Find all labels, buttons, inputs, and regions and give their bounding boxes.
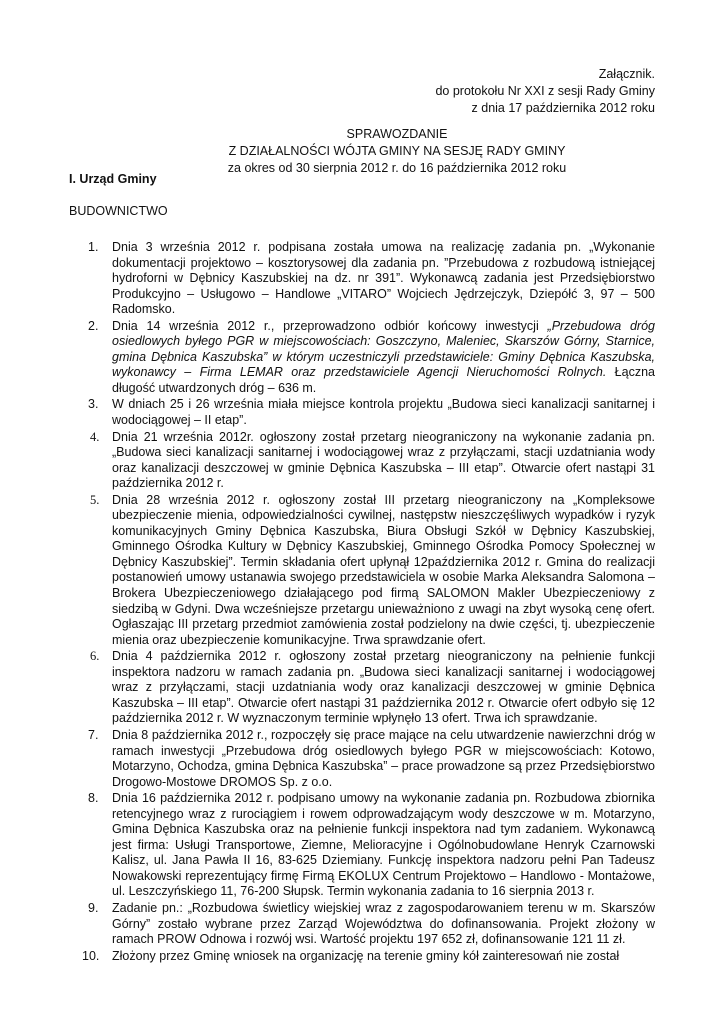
- item-number: 2.: [88, 318, 99, 333]
- item-text: Złożony przez Gminę wniosek na organizację na terenie gminy kół zainteresowań nie został: [112, 948, 620, 963]
- report-title-line-3: za okres od 30 sierpnia 2012 r. do 16 października 2012 roku: [227, 161, 567, 175]
- list-item: [0, 949, 724, 965]
- subsection-title: BUDOWNICTWO: [69, 204, 168, 218]
- item-number: 9.: [88, 900, 99, 915]
- report-title: [0, 126, 724, 177]
- list-item: [0, 240, 724, 318]
- attachment-line-3: z dnia 17 października 2012 roku: [471, 101, 655, 115]
- item-number: 1.: [88, 240, 99, 254]
- list-item: [0, 319, 724, 397]
- list-item: [0, 791, 724, 900]
- item-text-italic: „Przebudowa dróg osiedlowych byłego PGR w miejscowościach: Goszczyno, Maleniec, Skarszów Górny, Starnice, gmina Dębnica Kaszubska” w którym uczestniczyli przedstawiciele: Gminy Dębnica Kaszubska, wykonawcy – Firma LEMAR oraz przedstawiciele Agencji Nieruchomości Rolnych.: [112, 318, 655, 380]
- attachment-line-2: do protokołu Nr XXI z sesji Rady Gminy: [435, 84, 655, 98]
- item-text: Dnia 21 września 2012r. ogłoszony został przetarg nieograniczony na wykonanie zadania pn. „Budowa sieci kanalizacji sanitarnej i wodociągowej wraz z przyłączami, stacji uzdatniania wody oraz kanalizacji deszczowej w gminie Dębnica Kaszubska – III etap”. Otwarcie ofert nastąpi 31 października 2012 r.: [112, 429, 655, 491]
- attachment-note: [435, 66, 655, 117]
- report-title-line-1: SPRAWOZDANIE: [346, 127, 448, 141]
- section-title: I. Urząd Gminy: [69, 172, 157, 186]
- item-text: Dnia 28 września 2012 r. ogłoszony został III przetarg nieograniczony na „Kompleksowe ubezpieczenie mienia, odpowiedzialności cywilnej, następstw nieszczęśliwych wypadków i ryzyk komunikacyjnych Gminy Dębnica Kaszubska, Biura Obsługi Szkół w Dębnicy Kaszubskiej, Gminnego Ośrodka Kultury w Dębnicy Kaszubskiej, Gminnego Ośrodka Pomocy Społecznej w Dębnicy Kaszubskiej”. Termin składania ofert upłynął 12października 2012 r. Gmina do realizacji postanowień umowy ustanawia swojego przedstawiciela w osobie Marka Aleksandra Salomona – Brokera Ubezpieczeniowego działającego pod firmą SALOMON Makler Ubezpieczeniowy z siedzibą w Gdyni. Dwa wcześniejsze przetargu unieważniono z uwagi na zbyt wysoką cenę ofert. Ogłaszając III przetarg przedmiot zamówienia został podzielony na dwie części, tj. ubezpieczenie mienia oraz ubezpieczenie komunikacyjne. Trwa sprawdzanie ofert.: [112, 492, 655, 647]
- item-number: 7.: [88, 727, 99, 742]
- item-text: W dniach 25 i 26 września miała miejsce kontrola projektu „Budowa sieci kanalizacji sanitarnej i wodociągowej – II etap”.: [112, 397, 655, 428]
- item-number: 6.: [90, 649, 100, 664]
- item-text: Zadanie pn.: „Rozbudowa świetlicy wiejskiej wraz z zagospodarowaniem terenu w m. Skarszów Górny” zostało wybrane przez Zarząd Województwa do dofinansowania. Projekt złożony w ramach PROW Odnowa i rozwój wsi. Wartość projektu 197 652 zł, dofinansowanie 121 11 zł.: [112, 900, 655, 947]
- item-text: Dnia 14 września 2012 r., przeprowadzono odbiór końcowy inwestycji: [112, 318, 548, 333]
- report-items: [0, 240, 724, 964]
- report-title-line-2: Z DZIAŁALNOŚCI WÓJTA GMINY NA SESJĘ RADY GMINY: [228, 144, 566, 158]
- item-text: Dnia 8 października 2012 r., rozpoczęły się prace mające na celu utwardzenie nawierzchni dróg w ramach inwestycji „Przebudowa dróg osiedlowych byłego PGR w miejscowościach: Kotowo, Motarzyno, Ochodza, gmina Dębnica Kaszubska” – prace prowadzone są przez Przedsiębiorstwo Drogowo-Mostowe DROMOS Sp. z o.o.: [112, 727, 655, 789]
- list-item: [0, 649, 724, 727]
- item-number: 4.: [90, 429, 100, 444]
- attachment-line-1: Załącznik.: [598, 67, 655, 81]
- item-number: 5.: [90, 492, 100, 507]
- item-number: 10.: [82, 948, 100, 963]
- list-item: [0, 397, 724, 428]
- list-item: [0, 728, 724, 790]
- item-number: 3.: [88, 397, 99, 412]
- item-text: Dnia 16 października 2012 r. podpisano umowy na wykonanie zadania pn. Rozbudowa zbiornika retencyjnego wraz z rurociągiem i rowem odprowadzającym wody deszczowe w m. Motarzyno, Gmina Dębnica Kaszubska oraz na pełnienie funkcji inspektora nad tym zadaniem. Wykonawcą jest firma: Usługi Transportowe, Ziemne, Melioracyjne i Ogólnobudowlane Henryk Czarnowski Kalisz, ul. Jana Pawła II 16, 83-625 Dziemiany. Funkcję inspektora nadzoru pełni Pan Tadeusz Nowakowski reprezentujący firmę Firmą EKOLUX Centrum Projektowo – Handlowo - Montażowe, ul. Leszczyńskiego 11, 76-200 Słupsk. Termin wykonania zadania to 16 sierpnia 2013 r.: [112, 791, 655, 899]
- item-number: 8.: [88, 791, 99, 806]
- list-item: [0, 493, 724, 648]
- item-text: Dnia 3 września 2012 r. podpisana została umowa na realizację zadania pn. „Wykonanie dokumentacji projektowo – kosztorysowej dla zadania pn. ”Przebudowa z rozbudową istniejącej hydroforni w Dębnicy Kaszubskiej na dz. nr 391”. Wykonawcą zadania jest Przedsiębiorstwo Produkcyjno – Usługowo – Handlowe „VITARO” Wojciech Jędrzejczyk, Dziepółć 3, 97 – 500 Radomsko.: [112, 240, 655, 317]
- list-item: [0, 901, 724, 948]
- list-item: [0, 430, 724, 492]
- item-text: Dnia 4 października 2012 r. ogłoszony został przetarg nieograniczony na pełnienie funkcji inspektora nadzoru w ramach zadania pn. „Budowa sieci kanalizacji sanitarnej i wodociągowej wraz z przyłączami, stacji uzdatniania wody oraz kanalizacji deszczowej w gminie Dębnica Kaszubska – III etap”. Otwarcie ofert nastąpi 31 października 2012 r. Otwarcie ofert odbyło się 12 października 2012 r. W wyznaczonym terminie wpłynęło 13 ofert. Trwa ich sprawdzanie.: [112, 649, 655, 726]
- item-text: Łączna długość utwardzonych dróg – 636 m.: [112, 365, 655, 395]
